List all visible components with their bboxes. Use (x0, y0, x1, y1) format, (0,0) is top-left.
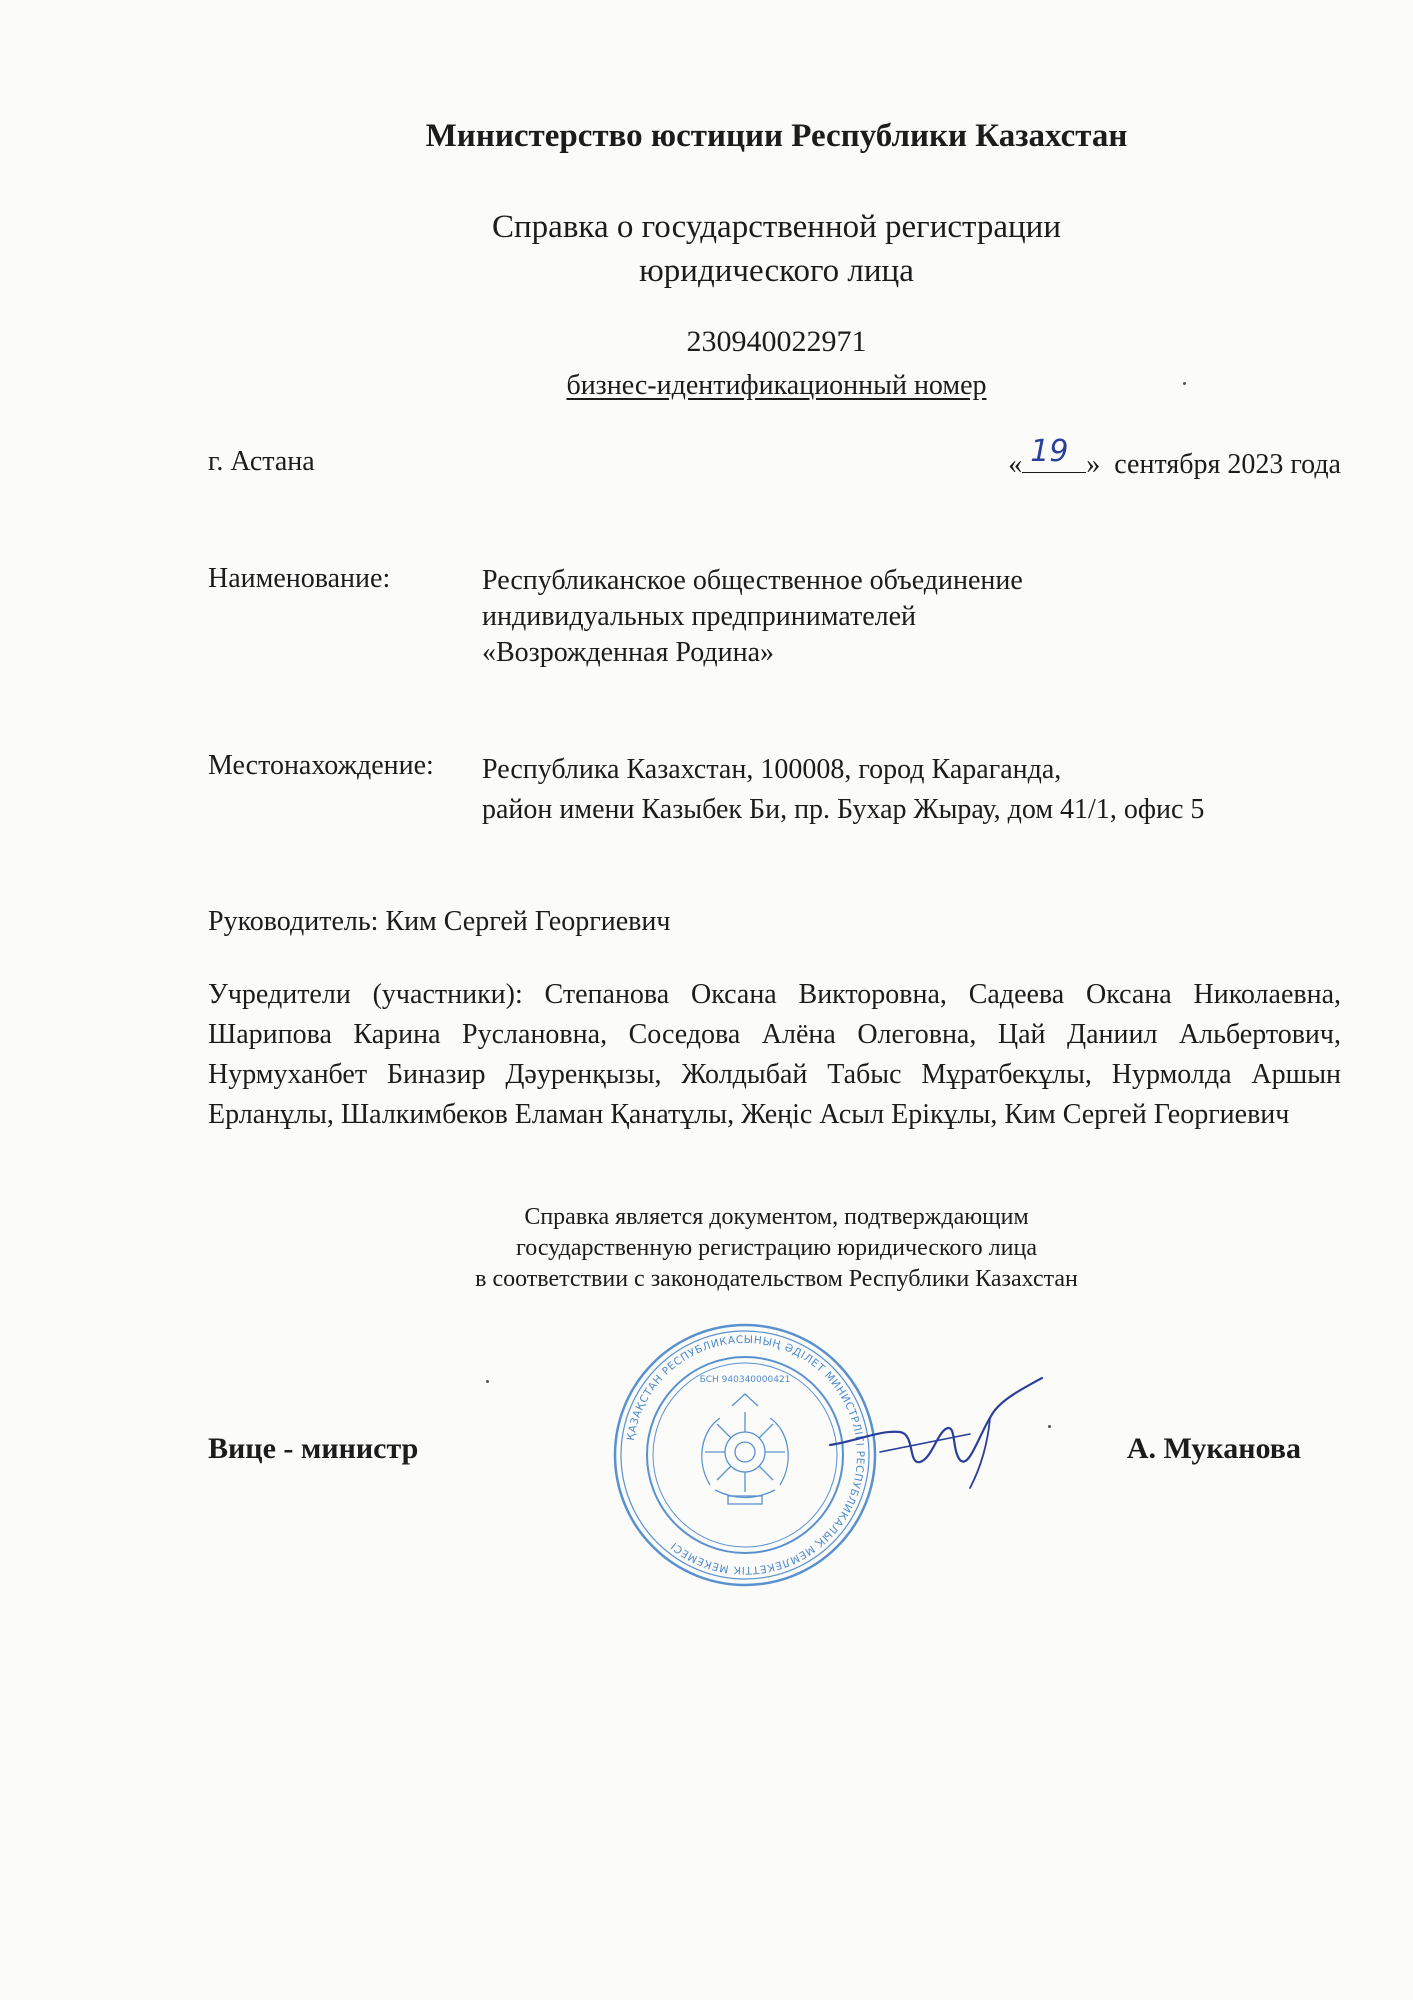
location-label: Местонахождение: (208, 750, 434, 781)
bin-number: 230940022971 (686, 325, 867, 358)
document-title (70, 205, 1413, 293)
note-line: Справка является документом, подтверждающим (524, 1204, 1029, 1230)
bin-label-wrap (70, 370, 1413, 402)
location-line: район имени Казыбек Би, пр. Бухар Жырау, дом 41/1, офис 5 (482, 794, 1205, 825)
title-line-1: Справка о государственной регистрации (492, 209, 1061, 245)
name-line: Республиканское общественное объединение (482, 565, 1023, 596)
name-line: «Возрожденная Родина» (482, 637, 775, 668)
scan-speck (486, 1380, 489, 1383)
date-month-year: сентября 2023 года (1114, 449, 1341, 480)
note-line: государственную регистрацию юридического лица (516, 1235, 1037, 1261)
ministry-header: Министерство юстиции Республики Казахстан (425, 118, 1128, 154)
seal-inner-text: БСН 940340000421 (699, 1375, 791, 1385)
date-close-quote: » (1086, 449, 1101, 480)
signer-position: Вице - министр (208, 1432, 419, 1465)
note-line: в соответствии с законодательством Республики Казахстан (475, 1266, 1078, 1292)
handwritten-signature (820, 1370, 1050, 1500)
emblem-icon (702, 1394, 788, 1504)
name-label: Наименование: (208, 563, 391, 594)
seal-outer-text: ҚАЗАҚСТАН РЕСПУБЛИКАСЫНЫҢ ӘДІЛЕТ МИНИСТРЛІГІ РЕСПУБЛИКАЛЫҚ МЕМЛЕКЕТТІК МЕКЕМЕСІ (624, 1333, 867, 1577)
location-line: Республика Казахстан, 100008, город Караганда, (482, 754, 1062, 785)
date-day-handwritten: 19 (1030, 434, 1069, 469)
title-line-2: юридического лица (639, 253, 914, 289)
bin-label: бизнес-идентификационный номер (566, 370, 987, 401)
date-day-blank (1022, 434, 1086, 473)
date-open-quote: « (1008, 449, 1023, 480)
head-line: Руководитель: Ким Сергей Георгиевич (208, 906, 671, 937)
signer-name: А. Муканова (1126, 1432, 1301, 1465)
founders-paragraph: Учредители (участники): Степанова Оксана Викторовна, Садеева Оксана Николаевна, Шарипова Карина Руслановна, Соседова Алёна Олеговна, Цай Даниил Альбертович, Нурмуханбет Биназир Дәуренқызы, Жолдыбай Табыс Мұратбекұлы, Нурмолда Аршын Ерланұлы, Шалкимбеков Еламан Қанатұлы, Жеңіс Асыл Ерікұлы, Ким Сергей Георгиевич (208, 979, 1341, 1130)
name-line: индивидуальных предпринимателей (482, 601, 916, 632)
issue-city: г. Астана (208, 446, 315, 477)
name-value (482, 563, 1023, 671)
legal-note (70, 1202, 1413, 1295)
location-value (482, 750, 1204, 830)
issue-date (1008, 434, 1341, 481)
scan-speck (1048, 1425, 1051, 1428)
scan-speck (1183, 382, 1186, 385)
